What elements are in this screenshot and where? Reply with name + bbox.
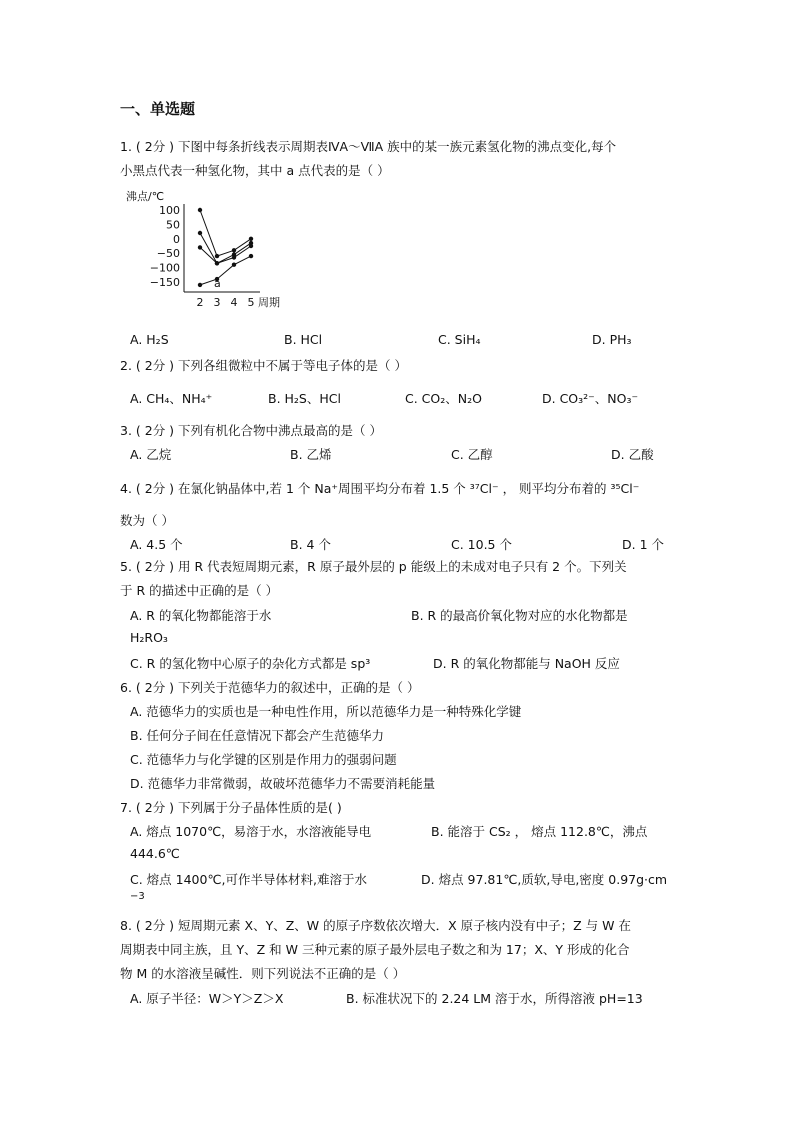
q7-option-d[interactable]: D. 熔点 97.81℃,质软,导电,密度 0.97g·cm bbox=[421, 872, 668, 887]
data-point bbox=[198, 283, 202, 287]
q4-option-d[interactable]: D. 1 个 bbox=[622, 537, 664, 552]
q2-option-a[interactable]: A. CH₄、NH₄⁺ bbox=[130, 391, 213, 406]
section-title: 一、单选题 bbox=[120, 100, 196, 118]
question-3-stem: 3. ( 2分 ) 下列有机化合物中沸点最高的是（ ） bbox=[120, 423, 383, 438]
q4-option-a[interactable]: A. 4.5 个 bbox=[130, 537, 183, 552]
question-4-stem-line1: 4. ( 2分 ) 在氯化钠晶体中,若 1 个 Na⁺周围平均分布着 1.5 个 ³⁷Cl⁻ ， 则平均分布着的 ³⁵Cl⁻ bbox=[120, 481, 640, 496]
q1-option-c[interactable]: C. SiH₄ bbox=[438, 332, 481, 347]
y-tick-label: −50 bbox=[156, 247, 180, 261]
q5-option-a[interactable]: A. R 的氧化物都能溶于水 bbox=[130, 608, 272, 623]
y-tick-label: −100 bbox=[149, 261, 180, 275]
series-line bbox=[200, 210, 251, 256]
q6-option-c[interactable]: C. 范德华力与化学键的区别是作用力的强弱问题 bbox=[130, 752, 397, 767]
boiling-point-chart bbox=[120, 186, 295, 314]
q6-option-d[interactable]: D. 范德华力非常微弱，故破坏范德华力不需要消耗能量 bbox=[130, 776, 436, 791]
q3-option-b[interactable]: B. 乙烯 bbox=[290, 447, 332, 462]
question-5-stem-line1: 5. ( 2分 ) 用 R 代表短周期元素，R 原子最外层的 p 能级上的未成对电子只有 2 个。下列关 bbox=[120, 559, 627, 574]
question-8-stem-line2: 周期表中同主族，且 Y、Z 和 W 三种元素的原子最外层电子数之和为 17；X、Y 形成的化合 bbox=[120, 942, 630, 957]
chart-ylabel: 沸点/℃ bbox=[126, 190, 165, 203]
q8-option-a[interactable]: A. 原子半径：W＞Y＞Z＞X bbox=[130, 991, 284, 1006]
data-point bbox=[249, 237, 253, 241]
question-1-stem-line1: 1. ( 2分 ) 下图中每条折线表示周期表ⅣA～ⅦA 族中的某一族元素氢化物的沸点变化,每个 bbox=[120, 139, 617, 154]
question-7-stem: 7. ( 2分 ) 下列属于分子晶体性质的是( ) bbox=[120, 800, 342, 815]
q3-option-a[interactable]: A. 乙烷 bbox=[130, 447, 172, 462]
q1-option-a[interactable]: A. H₂S bbox=[130, 332, 169, 347]
q7-option-a[interactable]: A. 熔点 1070℃，易溶于水，水溶液能导电 bbox=[130, 824, 372, 839]
x-tick-label: 3 bbox=[213, 296, 221, 309]
data-point bbox=[232, 263, 236, 267]
data-point bbox=[198, 231, 202, 235]
question-2-stem: 2. ( 2分 ) 下列各组微粒中不属于等电子体的是（ ） bbox=[120, 358, 408, 373]
y-tick-label: 100 bbox=[159, 204, 180, 217]
data-point bbox=[249, 254, 253, 258]
q6-option-a[interactable]: A. 范德华力的实质也是一种电性作用，所以范德华力是一种特殊化学键 bbox=[130, 704, 522, 719]
x-tick-label: 2 bbox=[196, 296, 204, 309]
q5-option-b-continued: H₂RO₃ bbox=[130, 630, 168, 645]
data-point bbox=[232, 248, 236, 252]
question-6-stem: 6. ( 2分 ) 下列关于范德华力的叙述中，正确的是（ ） bbox=[120, 680, 420, 695]
q4-option-c[interactable]: C. 10.5 个 bbox=[451, 537, 512, 552]
question-8-stem-line3: 物 M 的水溶液呈碱性．则下列说法不正确的是（ ） bbox=[120, 966, 406, 981]
question-1-stem-line2: 小黑点代表一种氢化物，其中 a 点代表的是（ ） bbox=[120, 163, 390, 178]
q5-option-d[interactable]: D. R 的氧化物都能与 NaOH 反应 bbox=[433, 656, 620, 671]
q5-option-c[interactable]: C. R 的氢化物中心原子的杂化方式都是 sp³ bbox=[130, 656, 371, 671]
y-tick-label: 50 bbox=[166, 218, 180, 232]
series-line bbox=[200, 233, 251, 263]
question-5-stem-line2: 于 R 的描述中正确的是（ ） bbox=[120, 583, 279, 598]
q3-option-d[interactable]: D. 乙酸 bbox=[611, 447, 654, 462]
data-point bbox=[215, 261, 219, 265]
q1-option-d[interactable]: D. PH₃ bbox=[592, 332, 632, 347]
data-point bbox=[249, 244, 253, 248]
data-point bbox=[232, 255, 236, 259]
y-tick-label: 0 bbox=[173, 232, 180, 246]
y-tick-label: −150 bbox=[149, 276, 180, 289]
q7-option-b-continued: 444.6℃ bbox=[130, 846, 180, 861]
point-a-label: a bbox=[214, 277, 221, 290]
q7-option-b[interactable]: B. 能溶于 CS₂ ， 熔点 112.8℃，沸点 bbox=[431, 824, 648, 839]
q7-option-d-continued: −3 bbox=[130, 891, 145, 902]
q4-option-b[interactable]: B. 4 个 bbox=[290, 537, 331, 552]
q7-option-c[interactable]: C. 熔点 1400℃,可作半导体材料,难溶于水 bbox=[130, 872, 367, 887]
q2-option-b[interactable]: B. H₂S、HCl bbox=[268, 391, 341, 406]
q2-option-c[interactable]: C. CO₂、N₂O bbox=[405, 391, 482, 406]
question-4-stem-line2: 数为（ ） bbox=[120, 513, 174, 528]
q1-option-b[interactable]: B. HCl bbox=[284, 332, 323, 347]
q5-option-b[interactable]: B. R 的最高价氧化物对应的水化物都是 bbox=[411, 608, 628, 623]
chart-xlabel: 周期 bbox=[258, 296, 280, 309]
q3-option-c[interactable]: C. 乙醇 bbox=[451, 447, 493, 462]
q2-option-d[interactable]: D. CO₃²⁻、NO₃⁻ bbox=[542, 391, 639, 406]
q8-option-b[interactable]: B. 标准状况下的 2.24 LM 溶于水，所得溶液 pH=13 bbox=[346, 991, 643, 1006]
x-tick-label: 4 bbox=[230, 296, 238, 309]
data-point bbox=[215, 254, 219, 258]
data-point bbox=[198, 208, 202, 212]
question-8-stem-line1: 8. ( 2分 ) 短周期元素 X、Y、Z、W 的原子序数依次增大．X 原子核内没有中子；Z 与 W 在 bbox=[120, 918, 631, 933]
q6-option-b[interactable]: B. 任何分子间在任意情况下都会产生范德华力 bbox=[130, 728, 385, 743]
x-tick-label: 5 bbox=[247, 296, 255, 309]
data-point bbox=[198, 245, 202, 249]
